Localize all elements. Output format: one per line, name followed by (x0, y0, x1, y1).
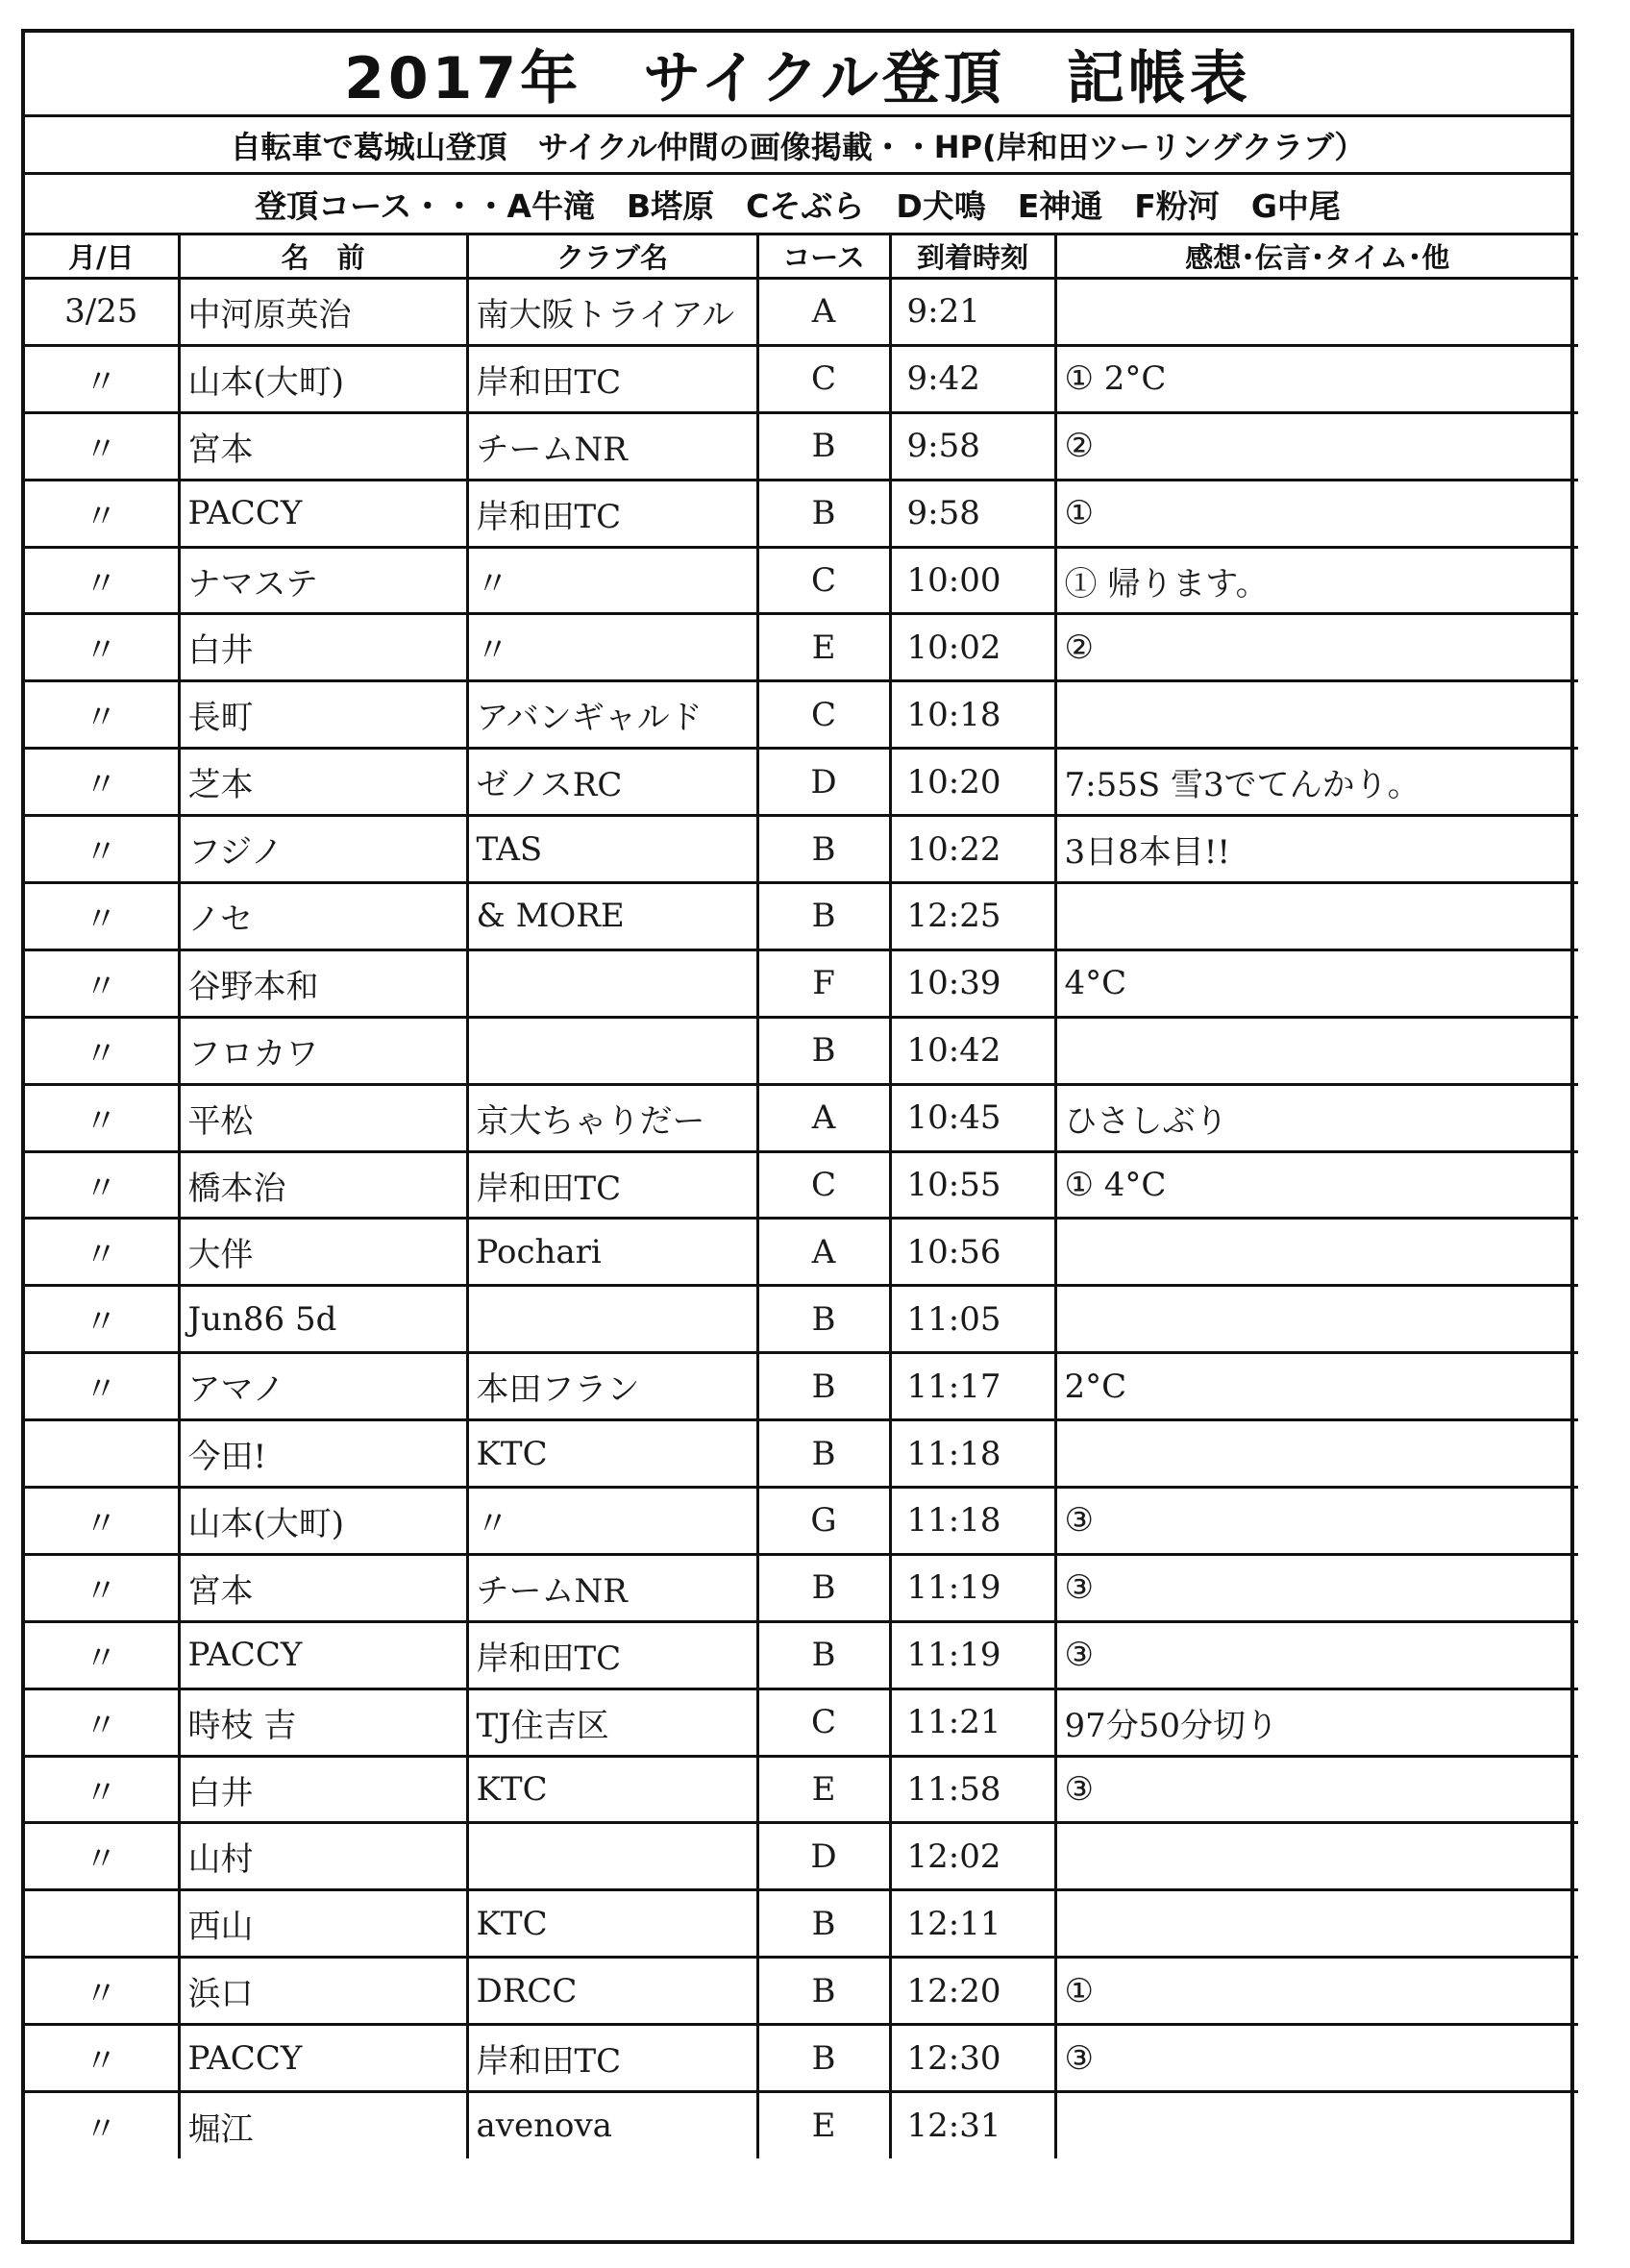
entry-time: 11:58 (890, 1756, 1055, 1823)
entry-time: 9:58 (890, 412, 1055, 480)
table-row (25, 2092, 1578, 2159)
entry-date: 〃 (25, 1621, 179, 1689)
entry-name: 芝本 (179, 749, 467, 816)
table-row (25, 1890, 1578, 1958)
table-row (25, 1151, 1578, 1219)
entry-time: 11:19 (890, 1621, 1055, 1689)
entry-club: 〃 (467, 1488, 757, 1555)
entry-date: 〃 (25, 1554, 179, 1621)
entry-course: B (757, 1621, 890, 1689)
entry-club (467, 1017, 757, 1084)
entry-note: ① (1055, 1958, 1578, 2025)
entry-time: 9:21 (890, 279, 1055, 346)
entry-time: 11:05 (890, 1286, 1055, 1353)
register-table-wrapper (25, 233, 1570, 2158)
entry-time: 10:56 (890, 1219, 1055, 1286)
entry-course: C (757, 547, 890, 614)
table-row (25, 1554, 1578, 1621)
entry-date: 〃 (25, 1084, 179, 1151)
entry-date: 〃 (25, 1689, 179, 1756)
entry-date: 〃 (25, 2092, 179, 2159)
entry-note: ② (1055, 412, 1578, 480)
column-header-name: 名 前 (179, 234, 467, 279)
entry-name: 山本(大町) (179, 345, 467, 412)
entry-course: B (757, 883, 890, 950)
entry-name: 西山 (179, 1890, 467, 1958)
entry-date: 〃 (25, 949, 179, 1017)
table-row (25, 749, 1578, 816)
entry-note (1055, 1286, 1578, 1353)
entry-course: B (757, 1958, 890, 2025)
column-header-course: コース (757, 234, 890, 279)
entry-name: PACCY (179, 2025, 467, 2092)
entry-name: フジノ (179, 816, 467, 883)
entry-note: 7:55S 雪3でてんかり。 (1055, 749, 1578, 816)
entry-note: ③ (1055, 1621, 1578, 1689)
sheet-title: 2017年 サイクル登頂 記帳表 (25, 33, 1570, 117)
entry-course: C (757, 345, 890, 412)
entry-name: 大伴 (179, 1219, 467, 1286)
table-row (25, 1621, 1578, 1689)
header-row (25, 234, 1578, 279)
table-row (25, 480, 1578, 547)
entry-time: 12:11 (890, 1890, 1055, 1958)
entry-course: F (757, 949, 890, 1017)
entry-club: 〃 (467, 547, 757, 614)
entry-date (25, 1890, 179, 1958)
entry-club: 〃 (467, 614, 757, 681)
entry-time: 10:45 (890, 1084, 1055, 1151)
entry-course: B (757, 480, 890, 547)
entry-club: KTC (467, 1420, 757, 1488)
table-row (25, 1286, 1578, 1353)
entry-club: TAS (467, 816, 757, 883)
entry-name: 堀江 (179, 2092, 467, 2159)
entry-date: 〃 (25, 1219, 179, 1286)
entry-name: 白井 (179, 614, 467, 681)
table-row (25, 1488, 1578, 1555)
table-row (25, 681, 1578, 749)
entry-time: 10:02 (890, 614, 1055, 681)
entry-name: PACCY (179, 1621, 467, 1689)
entry-course: A (757, 1219, 890, 1286)
entry-name: 橋本治 (179, 1151, 467, 1219)
entry-name: 宮本 (179, 1554, 467, 1621)
entry-club: KTC (467, 1890, 757, 1958)
entry-club: Pochari (467, 1219, 757, 1286)
entry-course: B (757, 412, 890, 480)
entry-course: B (757, 1890, 890, 1958)
entry-time: 10:22 (890, 816, 1055, 883)
entry-course: E (757, 2092, 890, 2159)
entry-course: D (757, 749, 890, 816)
entry-name: Jun86 5d (179, 1286, 467, 1353)
entry-note (1055, 1017, 1578, 1084)
entry-note: ひさしぶり (1055, 1084, 1578, 1151)
entry-date: 〃 (25, 883, 179, 950)
entry-name: 浜口 (179, 1958, 467, 2025)
course-legend: 登頂コース・・・A牛滝 B塔原 Cそぶら D犬鳴 E神通 F粉河 G中尾 (255, 186, 1341, 225)
table-row (25, 1017, 1578, 1084)
entry-time: 12:02 (890, 1823, 1055, 1890)
entry-club: 岸和田TC (467, 2025, 757, 2092)
table-row (25, 1958, 1578, 2025)
entry-date (25, 1420, 179, 1488)
entry-date: 〃 (25, 749, 179, 816)
entry-time: 9:42 (890, 345, 1055, 412)
table-row (25, 1420, 1578, 1488)
entry-name: フロカワ (179, 1017, 467, 1084)
table-row (25, 345, 1578, 412)
entry-date: 〃 (25, 2025, 179, 2092)
entry-time: 10:20 (890, 749, 1055, 816)
entry-club: 本田フラン (467, 1353, 757, 1420)
entry-note: 4°C (1055, 949, 1578, 1017)
entry-course: B (757, 2025, 890, 2092)
column-header-club: クラブ名 (467, 234, 757, 279)
entry-time: 10:00 (890, 547, 1055, 614)
entry-date: 〃 (25, 1756, 179, 1823)
table-row (25, 614, 1578, 681)
entry-time: 12:25 (890, 883, 1055, 950)
entry-name: 平松 (179, 1084, 467, 1151)
table-row (25, 949, 1578, 1017)
entry-date: 〃 (25, 681, 179, 749)
entry-note: ③ (1055, 2025, 1578, 2092)
entry-note: ① 4°C (1055, 1151, 1578, 1219)
sheet-subtitle: 自転車で葛城山登頂 サイクル仲間の画像掲載・・HP(岸和田ツーリングクラブ） (25, 117, 1570, 175)
entry-note (1055, 279, 1578, 346)
column-header-date: 月/日 (25, 234, 179, 279)
entry-time: 12:30 (890, 2025, 1055, 2092)
entry-club: 岸和田TC (467, 480, 757, 547)
entry-note (1055, 1420, 1578, 1488)
table-row (25, 816, 1578, 883)
register-table (25, 233, 1578, 2158)
entry-course: D (757, 1823, 890, 1890)
entry-date: 〃 (25, 816, 179, 883)
entry-time: 10:18 (890, 681, 1055, 749)
entry-club: & MORE (467, 883, 757, 950)
entry-club: 岸和田TC (467, 345, 757, 412)
entry-course: E (757, 1756, 890, 1823)
table-row (25, 279, 1578, 346)
entry-date: 〃 (25, 1151, 179, 1219)
entry-note: ③ (1055, 1488, 1578, 1555)
table-row (25, 1084, 1578, 1151)
entry-time: 11:17 (890, 1353, 1055, 1420)
entry-date: 〃 (25, 1017, 179, 1084)
entry-club: 京大ちゃりだー (467, 1084, 757, 1151)
entry-club: 岸和田TC (467, 1621, 757, 1689)
entry-date: 〃 (25, 1488, 179, 1555)
entry-course: B (757, 1017, 890, 1084)
entry-time: 11:19 (890, 1554, 1055, 1621)
entry-date: 〃 (25, 412, 179, 480)
entry-time: 10:39 (890, 949, 1055, 1017)
entry-club (467, 1286, 757, 1353)
entry-name: アマノ (179, 1353, 467, 1420)
entry-course: C (757, 681, 890, 749)
entry-course: E (757, 614, 890, 681)
entry-club: KTC (467, 1756, 757, 1823)
entry-name: 白井 (179, 1756, 467, 1823)
table-row (25, 412, 1578, 480)
entry-note: 2°C (1055, 1353, 1578, 1420)
table-row (25, 1219, 1578, 1286)
entry-course: B (757, 816, 890, 883)
entry-time: 11:21 (890, 1689, 1055, 1756)
entry-time: 12:20 (890, 1958, 1055, 2025)
table-row (25, 547, 1578, 614)
entry-note: 3日8本目!! (1055, 816, 1578, 883)
entry-time: 10:55 (890, 1151, 1055, 1219)
entry-club: チームNR (467, 1554, 757, 1621)
entry-club: チームNR (467, 412, 757, 480)
column-header-notes: 感想･伝言･タイム･他 (1055, 234, 1578, 279)
entry-date: 〃 (25, 345, 179, 412)
entry-name: 山本(大町) (179, 1488, 467, 1555)
table-row (25, 1689, 1578, 1756)
entry-date: 〃 (25, 1958, 179, 2025)
entry-note (1055, 1823, 1578, 1890)
entry-time: 11:18 (890, 1420, 1055, 1488)
entry-date: 〃 (25, 480, 179, 547)
register-rows (25, 279, 1578, 2159)
table-row (25, 2025, 1578, 2092)
entry-note (1055, 1219, 1578, 1286)
table-row (25, 1823, 1578, 1890)
entry-date: 〃 (25, 1286, 179, 1353)
entry-time: 12:31 (890, 2092, 1055, 2159)
entry-course: B (757, 1420, 890, 1488)
entry-course: C (757, 1689, 890, 1756)
entry-course: A (757, 1084, 890, 1151)
entry-name: 中河原英治 (179, 279, 467, 346)
entry-name: ノセ (179, 883, 467, 950)
entry-club: 南大阪トライアル (467, 279, 757, 346)
entry-name: PACCY (179, 480, 467, 547)
entry-course: B (757, 1353, 890, 1420)
table-row (25, 1756, 1578, 1823)
entry-note: ① (1055, 480, 1578, 547)
entry-course: G (757, 1488, 890, 1555)
entry-date: 3/25 (25, 279, 179, 346)
entry-name: 山村 (179, 1823, 467, 1890)
entry-note: ① 2°C (1055, 345, 1578, 412)
entry-date: 〃 (25, 1353, 179, 1420)
entry-club: ゼノスRC (467, 749, 757, 816)
entry-course: A (757, 279, 890, 346)
entry-course: B (757, 1286, 890, 1353)
entry-note: 97分50分切り (1055, 1689, 1578, 1756)
table-row (25, 883, 1578, 950)
entry-club: TJ住吉区 (467, 1689, 757, 1756)
entry-club: DRCC (467, 1958, 757, 2025)
entry-time: 9:58 (890, 480, 1055, 547)
entry-club (467, 1823, 757, 1890)
table-row (25, 1353, 1578, 1420)
entry-date: 〃 (25, 1823, 179, 1890)
entry-club: avenova (467, 2092, 757, 2159)
entry-time: 10:42 (890, 1017, 1055, 1084)
entry-note (1055, 883, 1578, 950)
entry-note (1055, 1890, 1578, 1958)
column-header-time: 到着時刻 (890, 234, 1055, 279)
entry-date: 〃 (25, 547, 179, 614)
entry-club: アバンギャルド (467, 681, 757, 749)
entry-club (467, 949, 757, 1017)
entry-name: 宮本 (179, 412, 467, 480)
entry-course: C (757, 1151, 890, 1219)
register-sheet (21, 29, 1574, 2244)
entry-name: 谷野本和 (179, 949, 467, 1017)
entry-time: 11:18 (890, 1488, 1055, 1555)
entry-note (1055, 681, 1578, 749)
entry-name: 時枝 吉 (179, 1689, 467, 1756)
entry-name: ナマステ (179, 547, 467, 614)
entry-note: ③ (1055, 1554, 1578, 1621)
entry-note (1055, 2092, 1578, 2159)
entry-note: ① 帰ります。 (1055, 547, 1578, 614)
entry-course: B (757, 1554, 890, 1621)
entry-club: 岸和田TC (467, 1151, 757, 1219)
entry-date: 〃 (25, 614, 179, 681)
entry-name: 今田! (179, 1420, 467, 1488)
entry-name: 長町 (179, 681, 467, 749)
entry-note: ③ (1055, 1756, 1578, 1823)
entry-note: ② (1055, 614, 1578, 681)
